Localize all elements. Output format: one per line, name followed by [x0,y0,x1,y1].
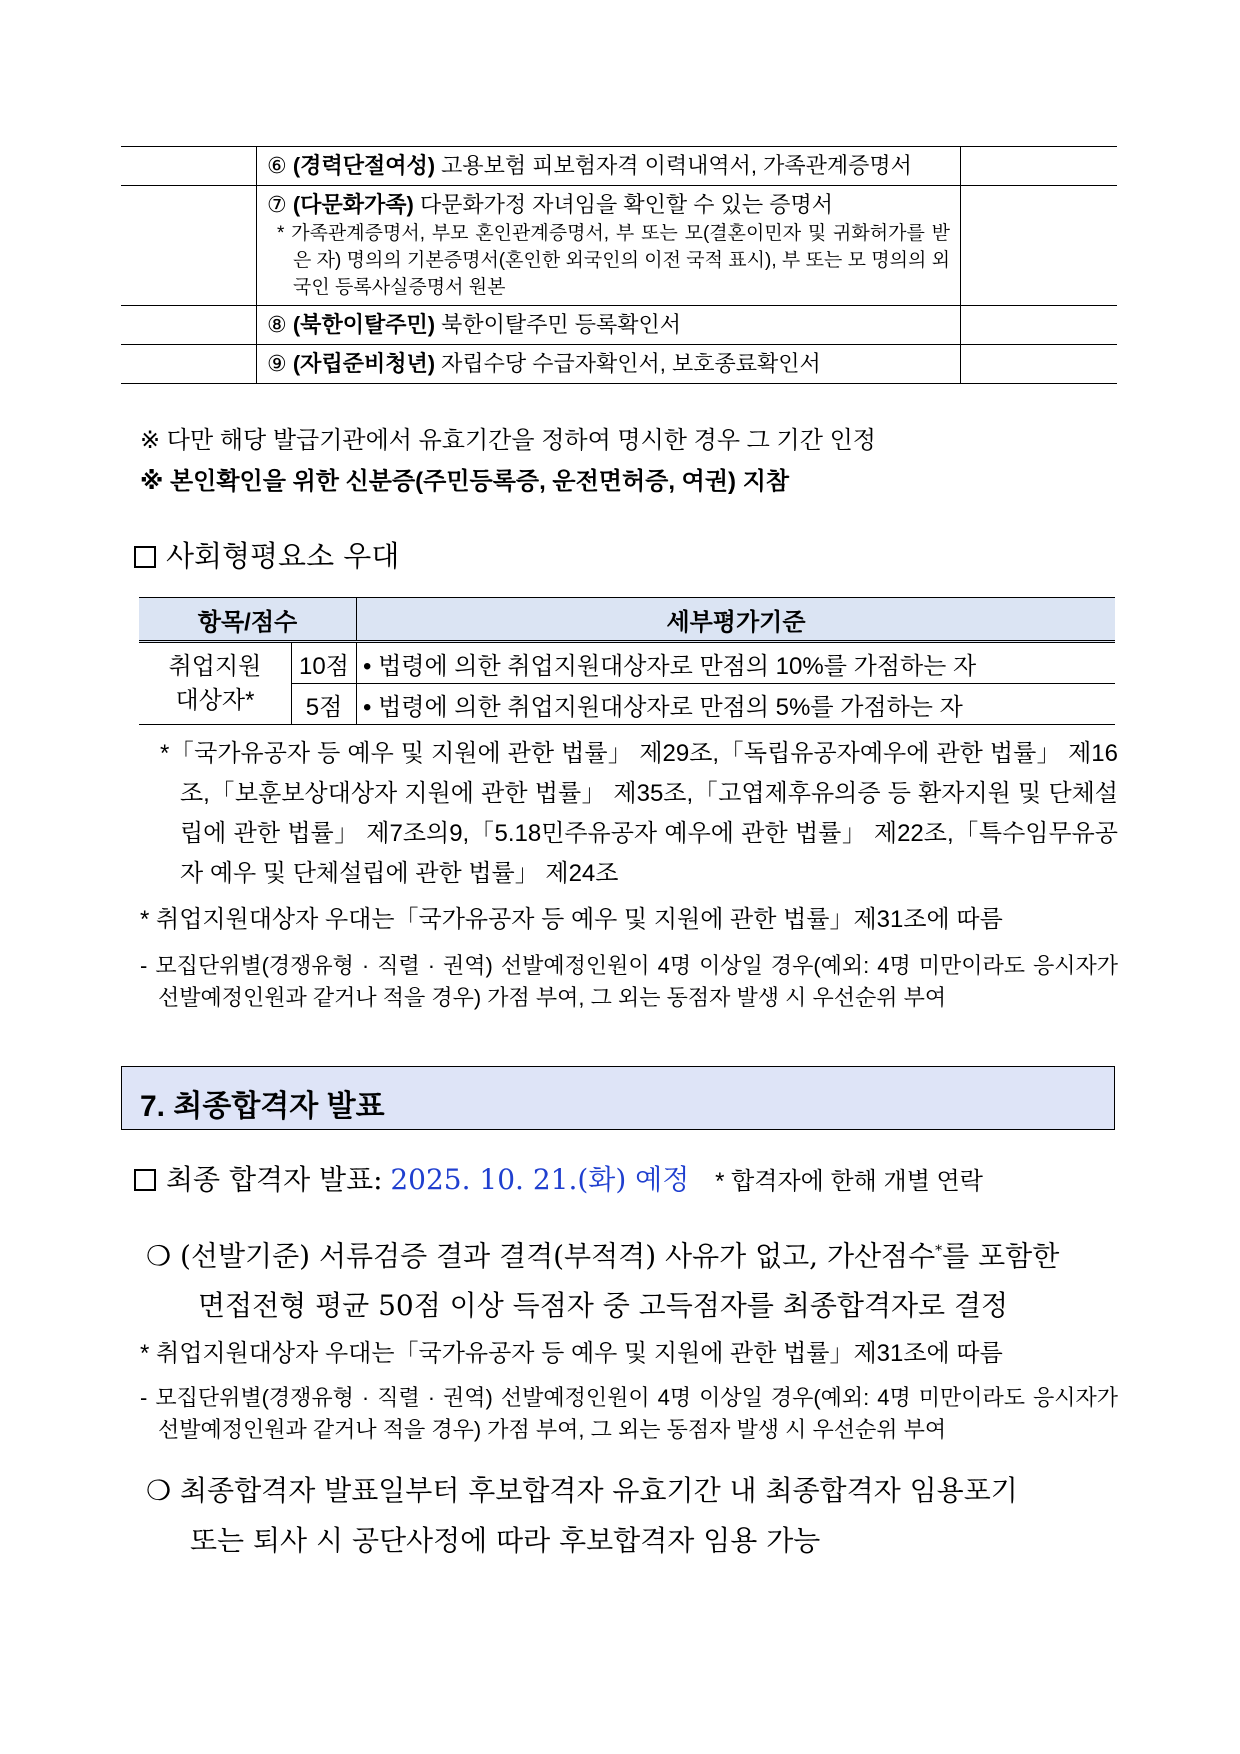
score-cell: 5점 [292,684,357,725]
criteria-cell: • 법령에 의한 취업지원대상자로 만점의 5%를 가점하는 자 [357,684,1116,725]
announcement-line: 최종 합격자 발표: 2025. 10. 21.(화) 예정 * 합격자에 한해 개별 연락 [134,1160,983,1202]
id-required-note: ※ 본인확인을 위한 신분증(주민등록증, 운전면허증, 여권) 지참 [140,468,790,495]
col-header-item-score: 항목/점수 [139,598,357,642]
section-7-title: 7. 최종합격자 발표 [140,1090,385,1123]
priority-footnote: * 취업지원대상자 우대는「국가유공자 등 예우 및 지원에 관한 법률」제31조에 따름 [140,906,1003,933]
announce-note: * 합격자에 한해 개별 연락 [715,1168,983,1195]
validity-note: ※ 다만 해당 발급기관에서 유효기간을 정하여 명시한 경우 그 기간 인정 [140,427,876,454]
announce-date: 2025. 10. 21.(화) 예정 [390,1163,690,1196]
document-list-table [121,146,1117,384]
doc-row-7: ⑦ (다문화가족) 다문화가정 자녀임을 확인할 수 있는 증명서 * 가족관계증명서, 부모 혼인관계증명서, 부 또는 모(결혼이민자 및 귀화허가를 받은 자) 명의의 기본증명서(혼인한 외국인의 이전 국적 표시), 부 또는 모 명의의 외국인 등록사실증명서 원본 [257,186,961,306]
social-equity-heading: 사회형평요소 우대 [134,536,399,576]
detail-footnote: - 모집단위별(경쟁유형 · 직렬 · 권역) 선발예정인원이 4명 이상일 경우(예외: 4명 미만이라도 응시자가 선발예정인원과 같거나 적을 경우) 가점 부여, 그 외는 동점자 발생 시 우선순위 부여 [140,953,1118,1010]
doc-row-7-note: * 가족관계증명서, 부모 혼인관계증명서, 부 또는 모(결혼이민자 및 귀화허가를 받은 자) 명의의 기본증명서(혼인한 외국인의 이전 국적 표시), 부 또는 모 명의의 외국인 등록사실증명서 원본 [277,223,950,298]
selection-criteria-bullet: ❍ (선발기준) 서류검증 결과 결격(부적격) 사유가 없고, 가산점수*를 포함한 면접전형 평균 50점 이상 득점자 중 고득점자를 최종합격자로 결정 [146,1239,1060,1323]
checkbox-square-icon [134,546,156,568]
reserve-candidate-bullet: ❍ 최종합격자 발표일부터 후보합격자 유효기간 내 최종합격자 임용포기 또는 퇴사 시 공단사정에 따라 후보합격자 임용 가능 [146,1474,1018,1557]
criteria-cell: • 법령에 의한 취업지원대상자로 만점의 10%를 가점하는 자 [357,642,1116,684]
checkbox-square-icon [134,1169,156,1191]
doc-row-6: ⑥ (경력단절여성) 고용보험 피보험자격 이력내역서, 가족관계증명서 [257,147,961,186]
category-cell: 취업지원 대상자* [139,642,292,725]
score-cell: 10점 [292,642,357,684]
priority-footnote-2: * 취업지원대상자 우대는「국가유공자 등 예우 및 지원에 관한 법률」제31조에 따름 [140,1340,1003,1367]
col-header-criteria: 세부평가기준 [357,598,1116,642]
detail-footnote-2: - 모집단위별(경쟁유형 · 직렬 · 권역) 선발예정인원이 4명 이상일 경우(예외: 4명 미만이라도 응시자가 선발예정인원과 같거나 적을 경우) 가점 부여, 그 외는 동점자 발생 시 우선순위 부여 [140,1385,1118,1442]
doc-row-8: ⑧ (북한이탈주민) 북한이탈주민 등록확인서 [257,306,961,345]
section-7-header [121,1066,1115,1130]
doc-row-9: ⑨ (자립준비청년) 자립수당 수급자확인서, 보호종료확인서 [257,345,961,384]
social-equity-table [139,597,1115,725]
law-footnote: *「국가유공자 등 예우 및 지원에 관한 법률」 제29조,「독립유공자예우에 관한 법률」 제16조,「보훈보상대상자 지원에 관한 법률」 제35조,「고엽제후유의증 등 환자지원 및 단체설립에 관한 법률」 제7조의9,「5.18민주유공자 예우에 관한 법률」 제22조,「특수임무유공자 예우 및 단체설립에 관한 법률」 제24조 [160,740,1118,887]
